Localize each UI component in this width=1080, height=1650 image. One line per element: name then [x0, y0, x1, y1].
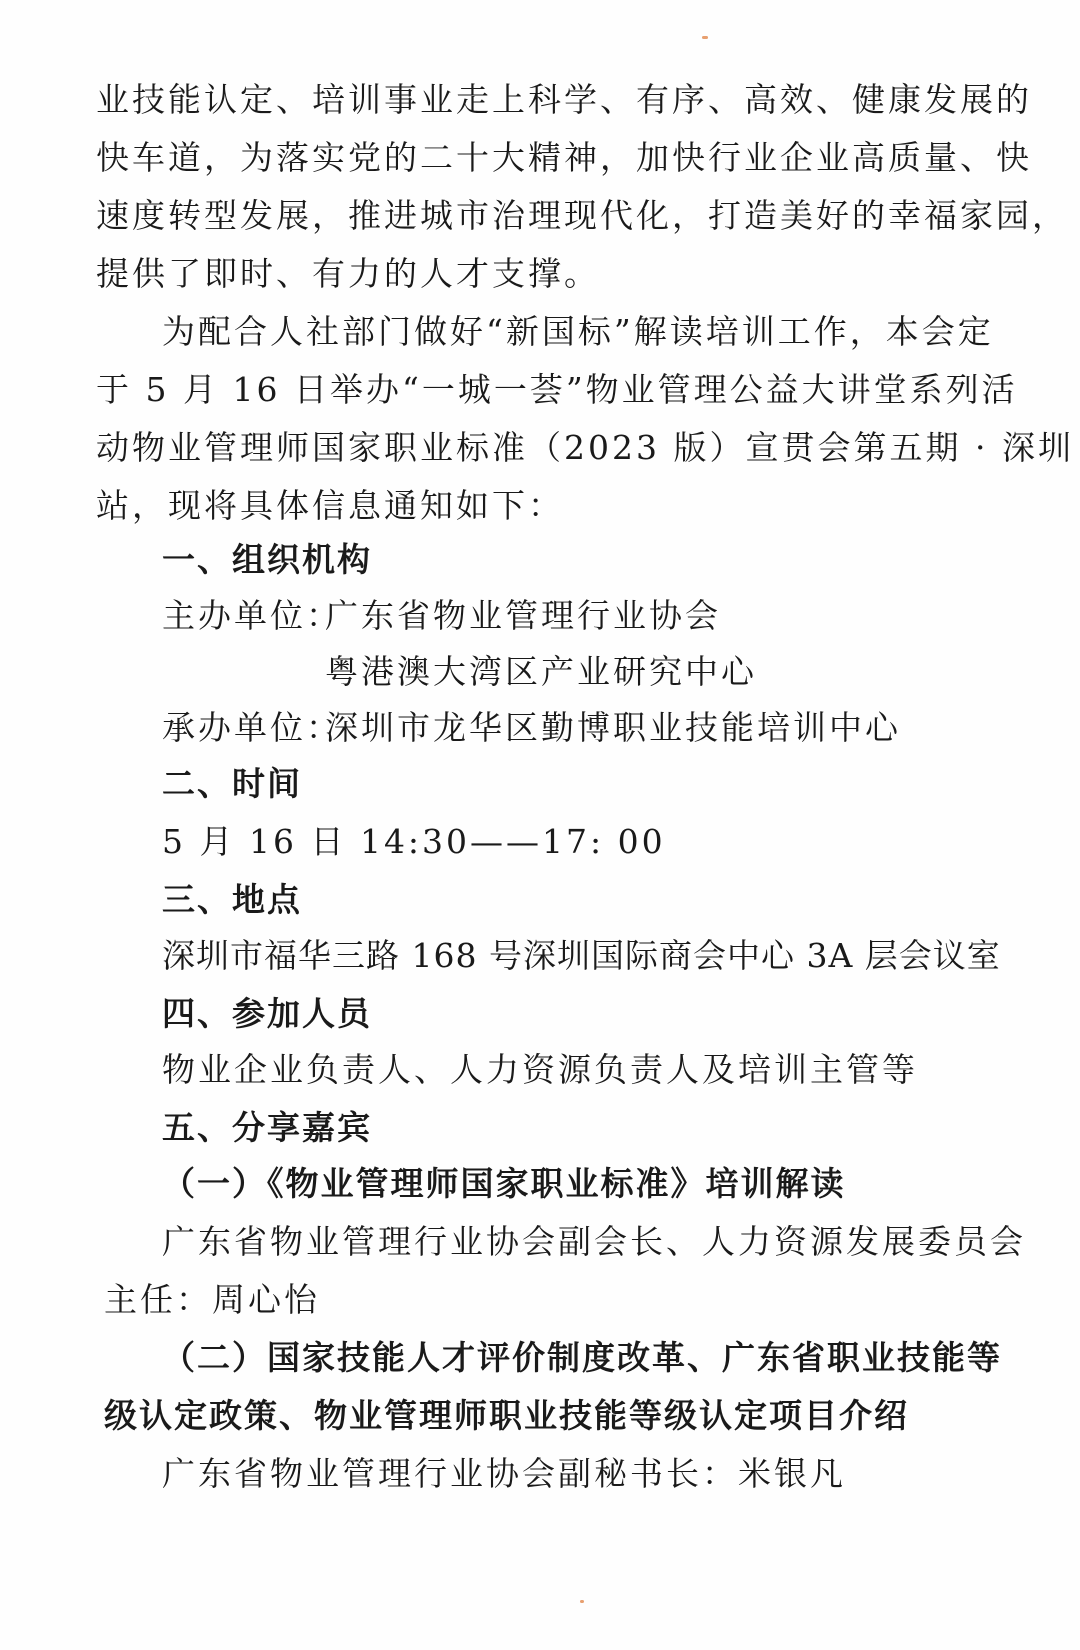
organizer-org: 深圳市龙华区勤博职业技能培训中心 [325, 708, 901, 747]
notice-line-3: 动物业管理师国家职业标准（2023 版）宣贯会第五期 · 深圳 [96, 428, 1074, 467]
event-time: 5 月 16 日 14:30——17: 00 [162, 822, 666, 861]
topic-2-title-line-1: （二）国家技能人才评价制度改革、广东省职业技能等 [162, 1338, 1002, 1377]
intro-line-4: 提供了即时、有力的人才支撑。 [96, 254, 600, 293]
notice-line-1: 为配合人社部门做好“新国标”解读培训工作，本会定 [162, 312, 994, 351]
attendees: 物业企业负责人、人力资源负责人及培训主管等 [162, 1050, 918, 1089]
intro-line-1: 业技能认定、培训事业走上科学、有序、高效、健康发展的 [96, 80, 1032, 119]
notice-line-2: 于 5 月 16 日举办“一城一荟”物业管理公益大讲堂系列活 [96, 370, 1018, 409]
section-title-organization: 一、组织机构 [162, 540, 372, 579]
intro-line-3: 速度转型发展，推进城市治理现代化，打造美好的幸福家园， [96, 196, 1068, 235]
event-location: 深圳市福华三路 168 号深圳国际商会中心 3A 层会议室 [162, 936, 1001, 975]
host-org-1: 广东省物业管理行业协会 [325, 596, 721, 635]
notice-line-4: 站，现将具体信息通知如下： [96, 486, 564, 525]
topic-2-speaker: 广东省物业管理行业协会副秘书长：米银凡 [162, 1454, 846, 1493]
topic-2-title-line-2: 级认定政策、物业管理师职业技能等级认定项目介绍 [104, 1396, 909, 1435]
intro-line-2: 快车道，为落实党的二十大精神，加快行业企业高质量、快 [96, 138, 1032, 177]
topic-1-title: （一）《物业管理师国家职业标准》培训解读 [162, 1164, 846, 1203]
scan-speck [580, 1600, 584, 1603]
scan-speck [702, 36, 708, 39]
section-title-time: 二、时间 [162, 764, 302, 803]
section-title-location: 三、地点 [162, 880, 302, 919]
host-label: 主办单位： [162, 596, 342, 635]
host-org-2: 粤港澳大湾区产业研究中心 [325, 652, 757, 691]
topic-1-speaker-line-1: 广东省物业管理行业协会副会长、人力资源发展委员会 [162, 1222, 1026, 1261]
section-title-attendees: 四、参加人员 [162, 994, 372, 1033]
section-title-speakers: 五、分享嘉宾 [162, 1108, 372, 1147]
organizer-label: 承办单位： [162, 708, 342, 747]
topic-1-speaker-line-2: 主任：周心怡 [104, 1280, 320, 1319]
